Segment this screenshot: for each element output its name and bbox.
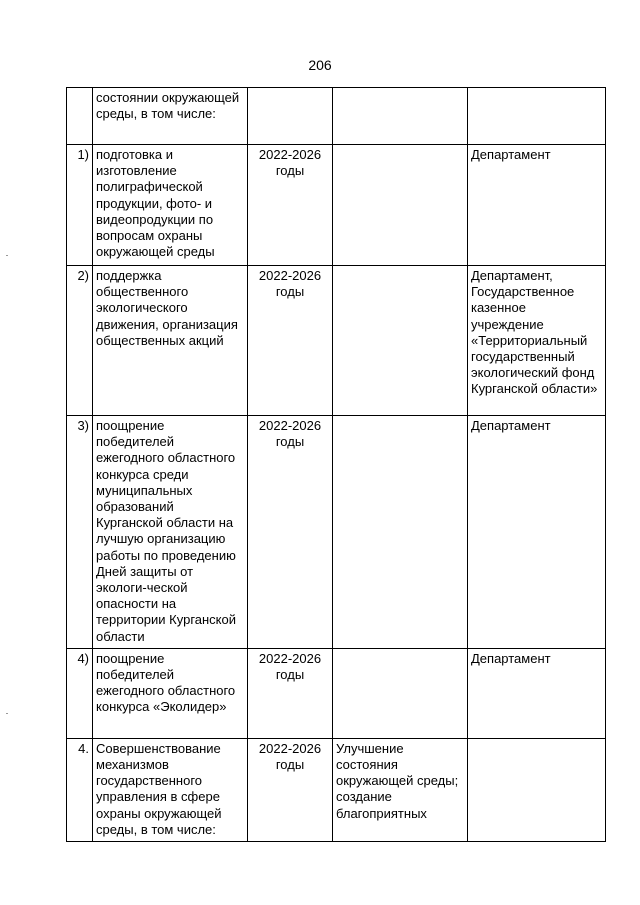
table-row [67, 738, 606, 841]
measure-executor [468, 88, 606, 145]
measure-executor: Департамент [468, 145, 606, 266]
measure-executor [468, 738, 606, 841]
table-row [67, 145, 606, 266]
measure-period: 2022-2026 годы [248, 145, 333, 266]
measure-executor: Департамент [468, 416, 606, 649]
row-number: 1) [67, 145, 93, 266]
table-row [67, 416, 606, 649]
margin-mark [6, 255, 8, 256]
row-number [67, 88, 93, 145]
measure-name: поддержка общественного экологического движения, организация общественных акций [93, 266, 248, 416]
measure-name: состоянии окружающей среды, в том числе: [93, 88, 248, 145]
measure-result [333, 416, 468, 649]
measure-result [333, 145, 468, 266]
measure-name: поощрение победителей ежегодного областного конкурса среди муниципальных образований Курганской области на лучшую организацию работы по проведению Дней защиты от экологи-ческой опасности на территории Курганской области [93, 416, 248, 649]
margin-mark [6, 713, 8, 714]
measure-result [333, 648, 468, 738]
measure-result: Улучшение состояния окружающей среды; создание благоприятных [333, 738, 468, 841]
row-number: 4) [67, 648, 93, 738]
measures-table [66, 87, 606, 842]
measure-period: 2022-2026 годы [248, 738, 333, 841]
row-number: 3) [67, 416, 93, 649]
table-row [67, 266, 606, 416]
table-row [67, 648, 606, 738]
table-row [67, 88, 606, 145]
page-number: 206 [308, 57, 332, 73]
measure-result [333, 266, 468, 416]
measure-result [333, 88, 468, 145]
measure-name: подготовка и изготовление полиграфической продукции, фото- и видеопродукции по вопросам охраны окружающей среды [93, 145, 248, 266]
measure-name: поощрение победителей ежегодного областного конкурса «Эколидер» [93, 648, 248, 738]
measure-period: 2022-2026 годы [248, 648, 333, 738]
measure-period: 2022-2026 годы [248, 416, 333, 649]
measure-period [248, 88, 333, 145]
measure-executor: Департамент, Государственное казенное учреждение «Территориальный государственный экологический фонд Курганской области» [468, 266, 606, 416]
measure-executor: Департамент [468, 648, 606, 738]
row-number: 2) [67, 266, 93, 416]
measure-period: 2022-2026 годы [248, 266, 333, 416]
measure-name: Совершенствование механизмов государственного управления в сфере охраны окружающей среды, в том числе: [93, 738, 248, 841]
row-number: 4. [67, 738, 93, 841]
